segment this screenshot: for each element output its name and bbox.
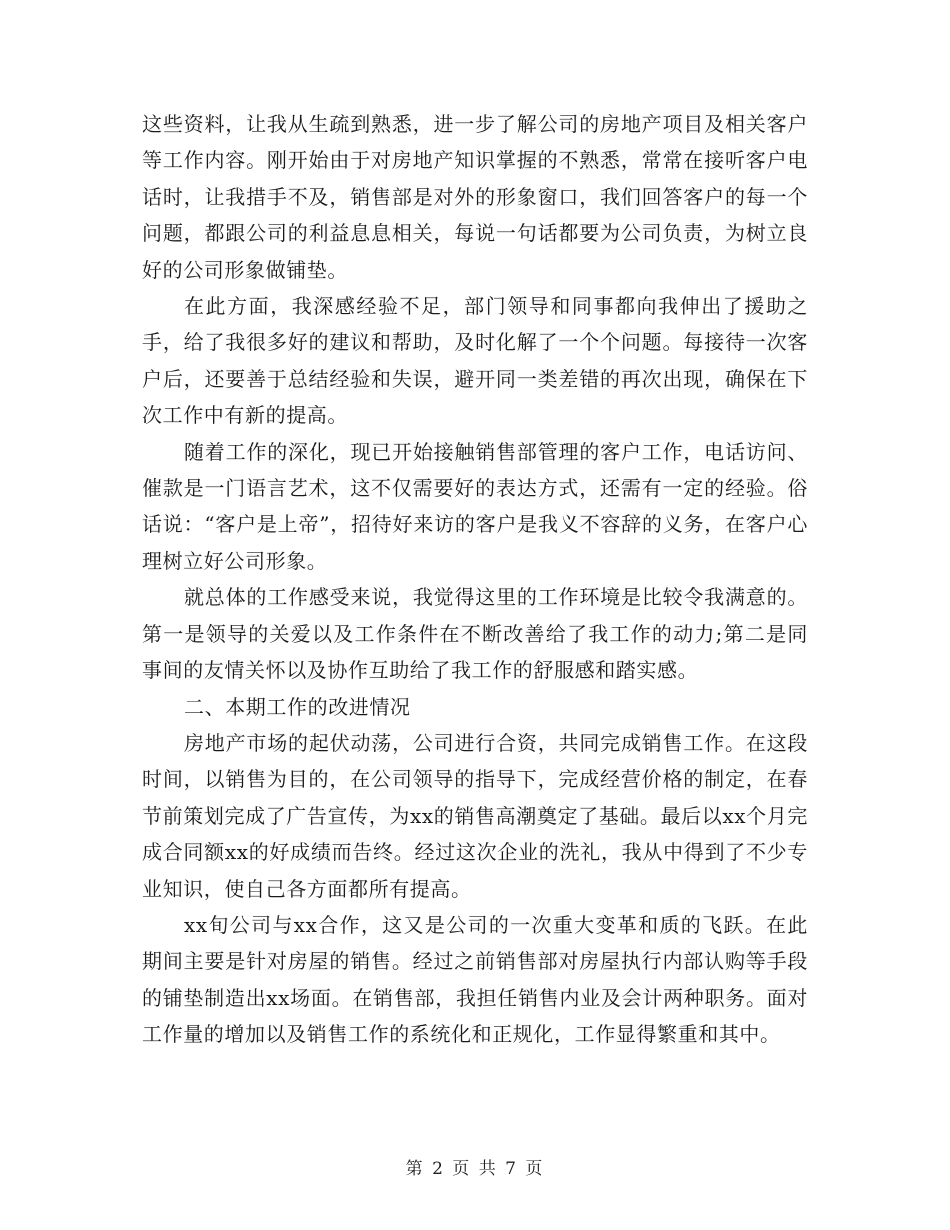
section-heading: 二、本期工作的改进情况 [184, 694, 411, 719]
page-number-footer: 第 2 页 共 7 页 [405, 1159, 545, 1179]
document-body [142, 106, 808, 1053]
paragraph-1: 这些资料，让我从生疏到熟悉，进一步了解公司的房地产项目及相关客户等工作内容。刚开始由于对房地产知识掌握的不熟悉，常常在接听客户电话时，让我措手不及，销售部是对外的形象窗口，我们回答客户的每一个问题，都跟公司的利益息息相关，每说一句话都要为公司负责，为树立良好的公司形象做铺垫。 [142, 112, 808, 282]
paragraph-5: 房地产市场的起伏动荡，公司进行合资，共同完成销售工作。在这段时间，以销售为目的，在公司领导的指导下，完成经营价格的制定，在春节前策划完成了广告宣传，为xx的销售高潮奠定了基础。最后以xx个月完成合同额xx的好成绩而告终。经过这次企业的洗礼，我从中得到了不少专业知识，使自己各方面都所有提高。 [142, 730, 808, 901]
paragraph-4: 就总体的工作感受来说，我觉得这里的工作环境是比较令我满意的。第一是领导的关爱以及工作条件在不断改善给了我工作的动力;第二是同事间的友情关怀以及协作互助给了我工作的舒服感和踏实感。 [142, 585, 808, 683]
paragraph-6: xx旬公司与xx合作，这又是公司的一次重大变革和质的飞跃。在此期间主要是针对房屋的销售。经过之前销售部对房屋执行内部认购等手段的铺垫制造出xx场面。在销售部，我担任销售内业及会计两种职务。面对工作量的增加以及销售工作的系统化和正规化，工作显得繁重和其中。 [142, 912, 808, 1047]
paragraph-3: 随着工作的深化，现已开始接触销售部管理的客户工作，电话访问、催款是一门语言艺术，这不仅需要好的表达方式，还需有一定的经验。俗话说：“客户是上帝”，招待好来访的客户是我义不容辞的义务，在客户心理树立好公司形象。 [142, 439, 808, 573]
paragraph-2: 在此方面，我深感经验不足，部门领导和同事都向我伸出了援助之手，给了我很多好的建议和帮助，及时化解了一个个问题。每接待一次客户后，还要善于总结经验和失误，避开同一类差错的再次出现，确保在下次工作中有新的提高。 [142, 294, 808, 428]
